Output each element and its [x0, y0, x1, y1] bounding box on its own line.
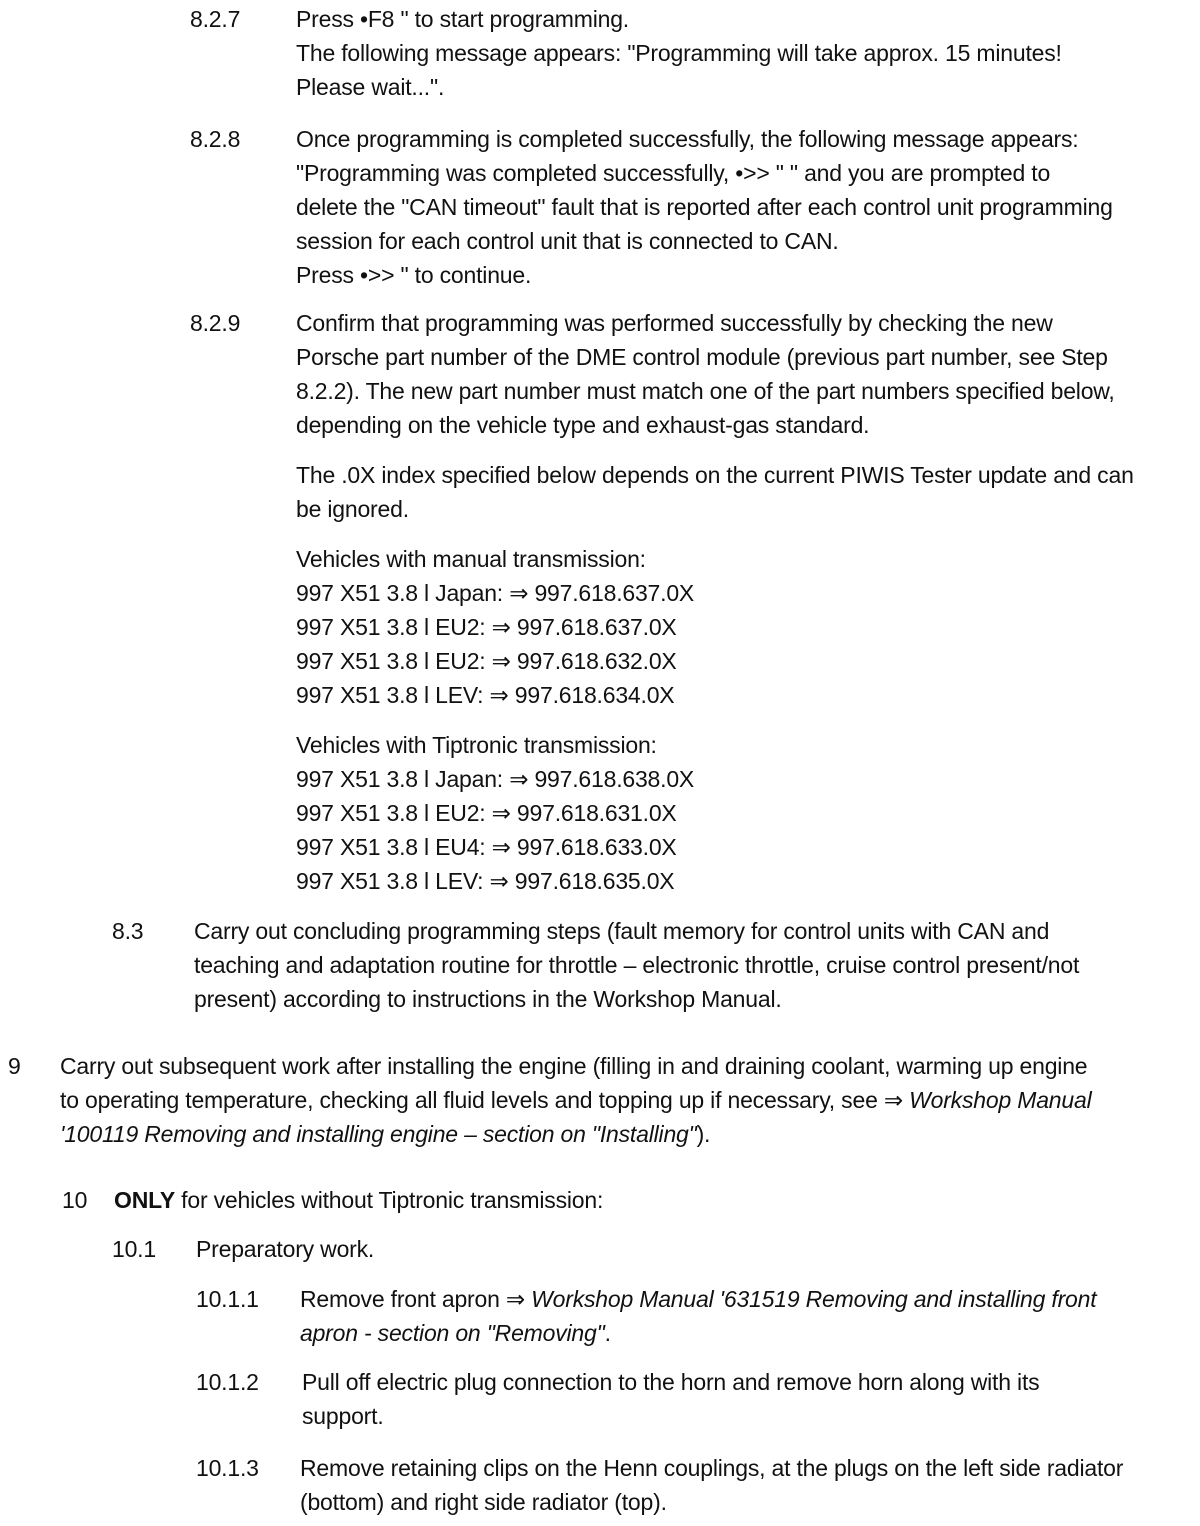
list-item: 997 X51 3.8 l EU2: ⇒ 997.618.632.0X [296, 648, 677, 674]
step-number: 8.3 [112, 918, 144, 944]
step-9 [8, 1049, 1188, 1151]
list-item: 997 X51 3.8 l EU2: ⇒ 997.618.631.0X [296, 800, 677, 826]
step-number: 10.1 [112, 1236, 156, 1262]
step-number: 8.2.9 [190, 310, 241, 336]
step-number: 8.2.8 [190, 126, 241, 152]
step-text: Remove front apron ⇒ Workshop Manual '631519 Removing and installing front apron - section on "Removing". [300, 1286, 1097, 1346]
step-text: Pull off electric plug connection to the horn and remove horn along with its support. [302, 1369, 1040, 1429]
confirm-paragraph: Confirm that programming was performed successfully by checking the new Porsche part number of the DME control module (previous part number, see Step 8.2.2). The new part number must match one of the part numbers specified below, depending on the vehicle type and exhaust-gas standard. [296, 310, 1115, 438]
step-10-1-1 [196, 1282, 1188, 1350]
list-item: 997 X51 3.8 l Japan: ⇒ 997.618.637.0X [296, 580, 695, 606]
step-10-1-3 [196, 1451, 1188, 1519]
step-8-2-8 [190, 122, 1188, 292]
workshop-manual-reference: ⇒ Workshop Manual '631519 Removing and installing front [505, 1286, 1097, 1312]
step-text: Carry out concluding programming steps (fault memory for control units with CAN and teaching and adaptation routine for throttle – electronic throttle, cruise control present/not present) according to instructions in the Workshop Manual. [194, 918, 1080, 1012]
list-item: 997 X51 3.8 l EU2: ⇒ 997.618.637.0X [296, 614, 677, 640]
step-text: Remove retaining clips on the Henn couplings, at the plugs on the left side radiator (bottom) and right side radiator (top). [300, 1455, 1124, 1515]
list-item: 997 X51 3.8 l LEV: ⇒ 997.618.635.0X [296, 868, 675, 894]
list-heading: Vehicles with manual transmission: [296, 546, 646, 572]
step-10 [62, 1183, 1188, 1217]
index-note-paragraph: The .0X index specified below depends on the current PIWIS Tester update and can be ignored. [296, 462, 1134, 522]
step-number: 8.2.7 [190, 6, 241, 32]
step-10-1-2 [196, 1365, 1188, 1433]
step-text: ONLY for vehicles without Tiptronic transmission: [114, 1187, 604, 1213]
workshop-manual-reference: apron - section on "Removing" [300, 1320, 605, 1346]
step-text: Once programming is completed successfully, the following message appears: "Programming was completed successfully, •>> " " and you are prompted to delete the "CAN timeout" fault that is reported after each control unit programming session for each control unit that is connected to CAN. Press •>> " to continue. [296, 126, 1113, 288]
step-number: 10.1.3 [196, 1455, 259, 1481]
step-number: 10.1.2 [196, 1369, 259, 1395]
list-heading: Vehicles with Tiptronic transmission: [296, 732, 657, 758]
step-8-2-7 [190, 2, 1188, 104]
emphasis-only: ONLY [114, 1187, 175, 1213]
workshop-manual-reference: ⇒ Workshop Manual [883, 1087, 1092, 1113]
step-text: Press •F8 " to start programming. The following message appears: "Programming will take approx. 15 minutes! Please wait...". [296, 6, 1062, 100]
step-text [296, 306, 1188, 898]
list-item: 997 X51 3.8 l Japan: ⇒ 997.618.638.0X [296, 766, 695, 792]
workshop-manual-reference: '100119 Removing and installing engine – section on "Installing" [60, 1121, 697, 1147]
step-number: 10 [62, 1187, 88, 1213]
step-text: Carry out subsequent work after installing the engine (filling in and draining coolant, warming up engine to operating temperature, checking all fluid levels and topping up if necessary, see ⇒ Workshop Manual '100119 Removing and installing engine – section on "Installing"). [60, 1053, 1092, 1147]
step-number: 9 [8, 1053, 21, 1079]
list-item: 997 X51 3.8 l LEV: ⇒ 997.618.634.0X [296, 682, 675, 708]
step-number: 10.1.1 [196, 1286, 259, 1312]
list-item: 997 X51 3.8 l EU4: ⇒ 997.618.633.0X [296, 834, 677, 860]
step-8-3 [112, 914, 1188, 1016]
step-8-2-9 [190, 306, 1188, 898]
manual-transmission-list [296, 542, 1188, 712]
tiptronic-transmission-list [296, 728, 1188, 898]
step-10-1 [112, 1232, 1188, 1266]
step-text: Preparatory work. [196, 1236, 375, 1262]
